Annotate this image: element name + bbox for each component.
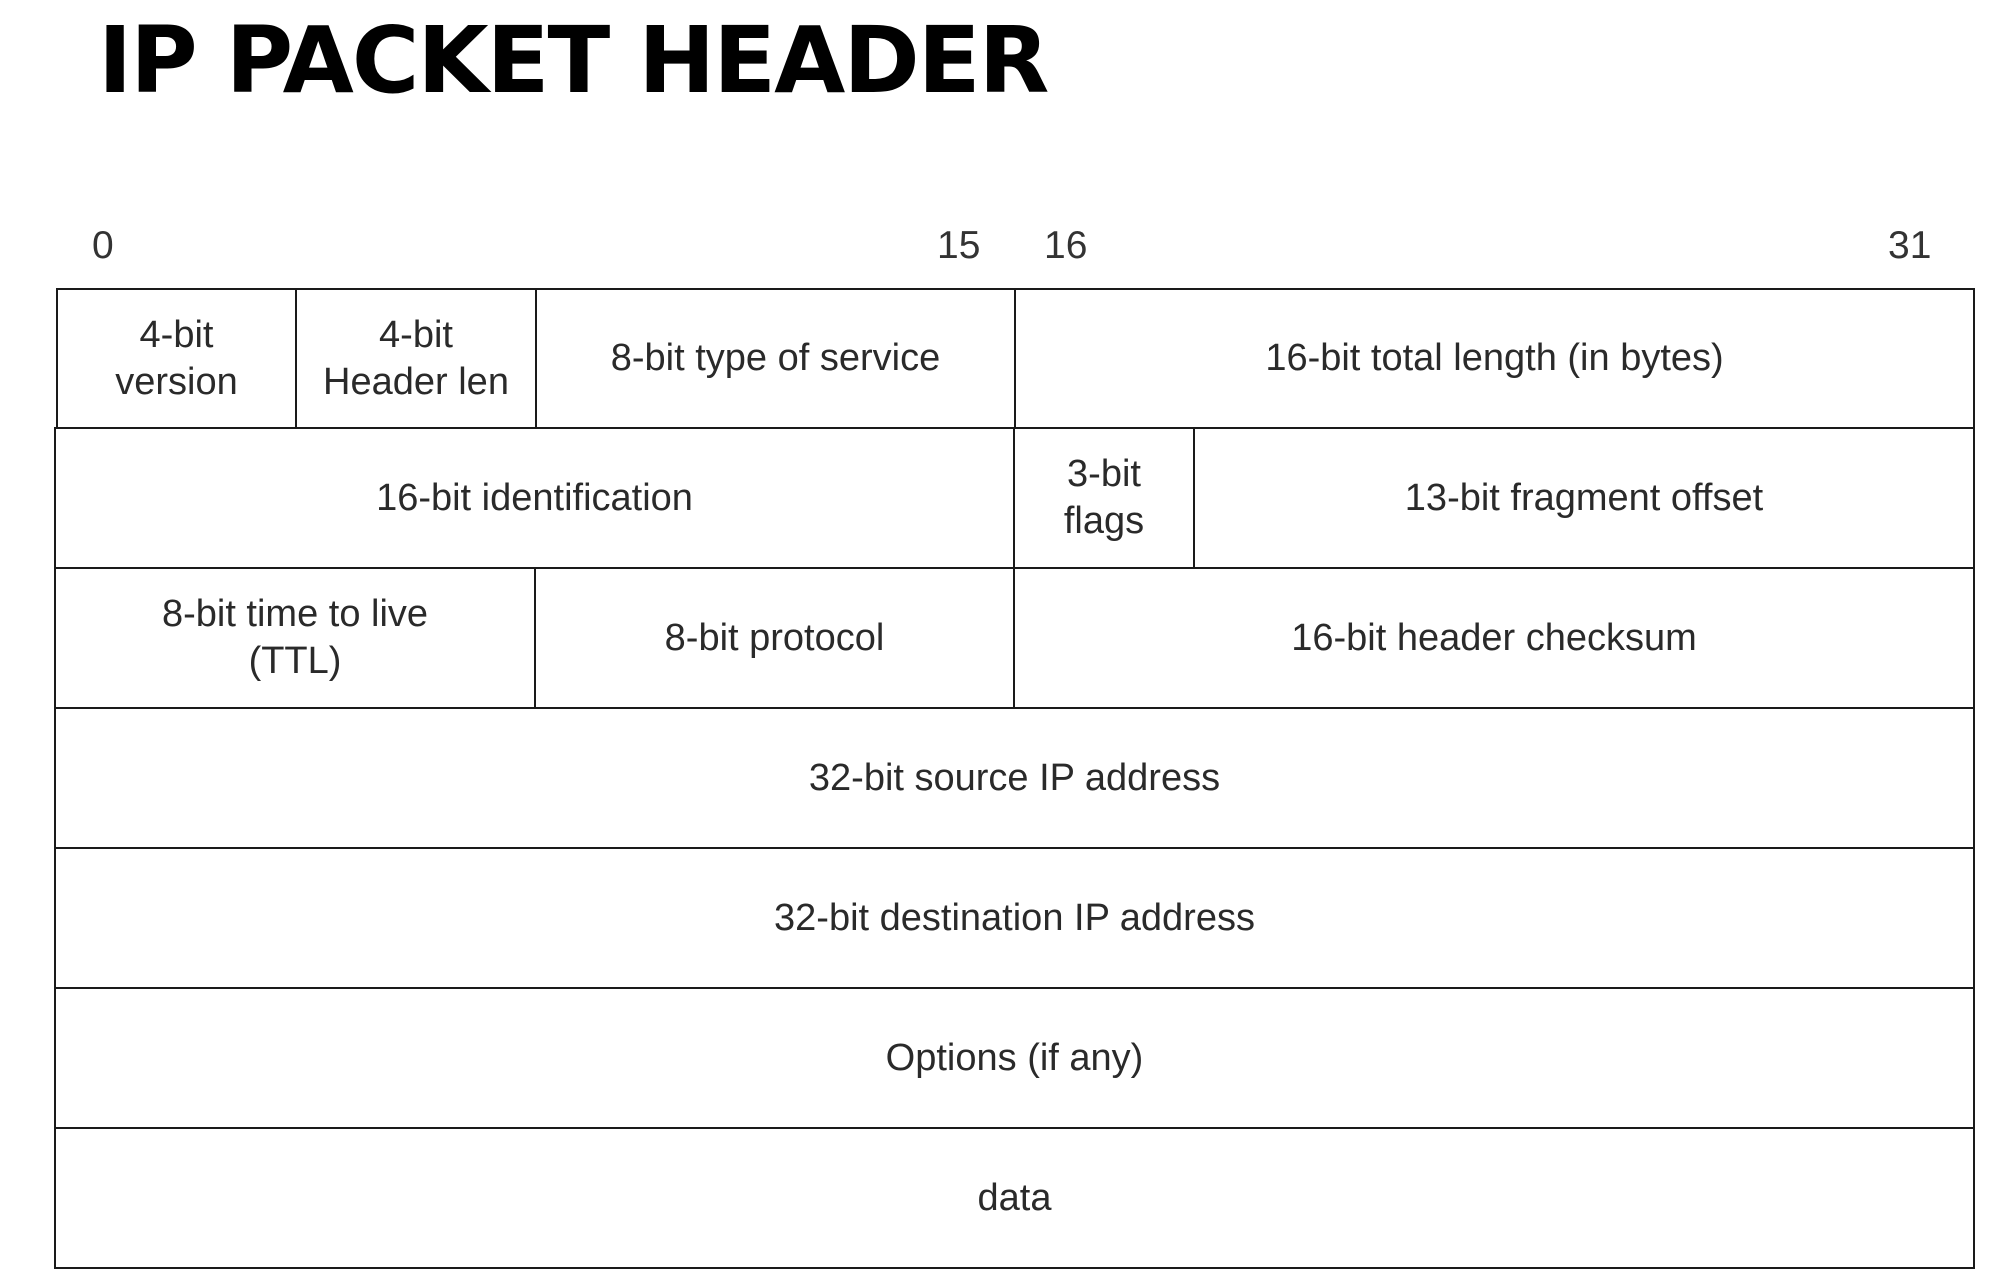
bit-label-31: 31 <box>1888 224 1932 267</box>
field-data: data <box>54 1127 1975 1269</box>
field-source-ip: 32-bit source IP address <box>54 707 1975 849</box>
field-flags <box>1013 427 1195 569</box>
bit-label-0: 0 <box>92 224 114 267</box>
field-ttl-line2: (TTL) <box>248 640 342 682</box>
field-destination-ip: 32-bit destination IP address <box>54 847 1975 989</box>
field-ttl-line1: 8-bit time to live <box>161 593 429 635</box>
field-version <box>56 288 297 429</box>
bit-label-15: 15 <box>937 224 981 267</box>
field-version-line2: version <box>115 360 238 403</box>
field-version-line1: 4-bit <box>139 313 214 356</box>
field-header-len <box>295 288 537 429</box>
field-identification: 16-bit identification <box>54 427 1015 569</box>
field-flags-line1: 3-bit <box>1067 453 1141 495</box>
bit-label-16: 16 <box>1044 224 1088 267</box>
field-flags-line2: flags <box>1063 500 1145 542</box>
field-protocol: 8-bit protocol <box>534 567 1015 709</box>
field-ttl <box>54 567 536 709</box>
field-fragment-offset: 13-bit fragment offset <box>1193 427 1975 569</box>
field-options: Options (if any) <box>54 987 1975 1129</box>
field-total-length: 16-bit total length (in bytes) <box>1014 288 1975 429</box>
field-header-len-line1: 4-bit <box>379 313 453 356</box>
field-header-checksum: 16-bit header checksum <box>1013 567 1975 709</box>
diagram-title: IP PACKET HEADER <box>98 7 1048 114</box>
field-header-len-line2: Header len <box>323 360 509 403</box>
field-type-of-service: 8-bit type of service <box>535 288 1016 429</box>
